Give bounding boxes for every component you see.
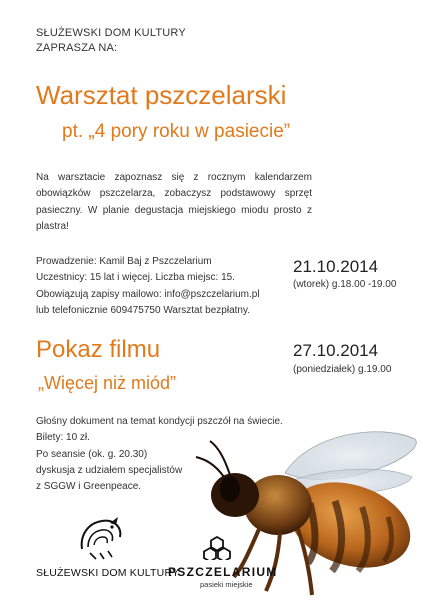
film-title: Pokaz filmu <box>36 336 161 363</box>
film-tickets: Bilety: 10 zł. <box>36 432 90 444</box>
invites-text: ZAPRASZA NA: <box>36 42 118 54</box>
workshop-description: Na warsztacie zapoznasz się z rocznym kalendarzem obowiązków pszczelarza, zobaczysz podstawowy sprzęt pasieczny. W planie degustacja miejskiego miodu prosto z plastra! <box>36 172 312 232</box>
workshop-date: 21.10.2014 <box>293 257 379 276</box>
film-description: Głośny dokument na temat kondycji pszczół na świecie. <box>36 416 283 427</box>
workshop-signup-email: Obowiązują zapisy mailowo: info@pszczelarium.pl <box>36 288 260 300</box>
pszczelarium-tagline: pasieki miejskie <box>200 580 253 589</box>
workshop-signup-phone: lub telefonicznie 609475750 Warsztat bezpłatny. <box>36 304 251 316</box>
film-date: 27.10.2014 <box>293 341 379 360</box>
pszczelarium-logo-name: PSZCZELARIUM <box>168 565 278 579</box>
workshop-title: Warsztat pszczelarski <box>36 80 287 110</box>
film-date-note: (poniedziałek) g.19.00 <box>293 364 392 375</box>
film-experts: z SGGW i Greenpeace. <box>36 481 142 493</box>
film-subtitle: „Więcej niż miód” <box>38 373 177 393</box>
honeycomb-icon <box>202 536 232 560</box>
workshop-date-note: (wtorek) g.18.00 -19.00 <box>293 279 397 290</box>
workshop-subtitle: pt. „4 pory roku w pasiecie” <box>62 121 291 142</box>
workshop-host: Prowadzenie: Kamil Baj z Pszczelarium <box>36 256 212 267</box>
workshop-participants: Uczestnicy: 15 lat i więcej. Liczba miejsc: 15. <box>36 272 235 284</box>
sdk-emblem-icon <box>74 509 126 561</box>
workshop-details <box>36 254 260 319</box>
sdk-logo-name: SŁUŻEWSKI DOM KULTURY <box>36 567 180 579</box>
organizer-name: SŁUŻEWSKI DOM KULTURY <box>36 27 186 39</box>
film-discussion: dyskusja z udziałem specjalistów <box>36 464 183 476</box>
film-after-screening: Po seansie (ok. g. 20.30) <box>36 448 148 460</box>
